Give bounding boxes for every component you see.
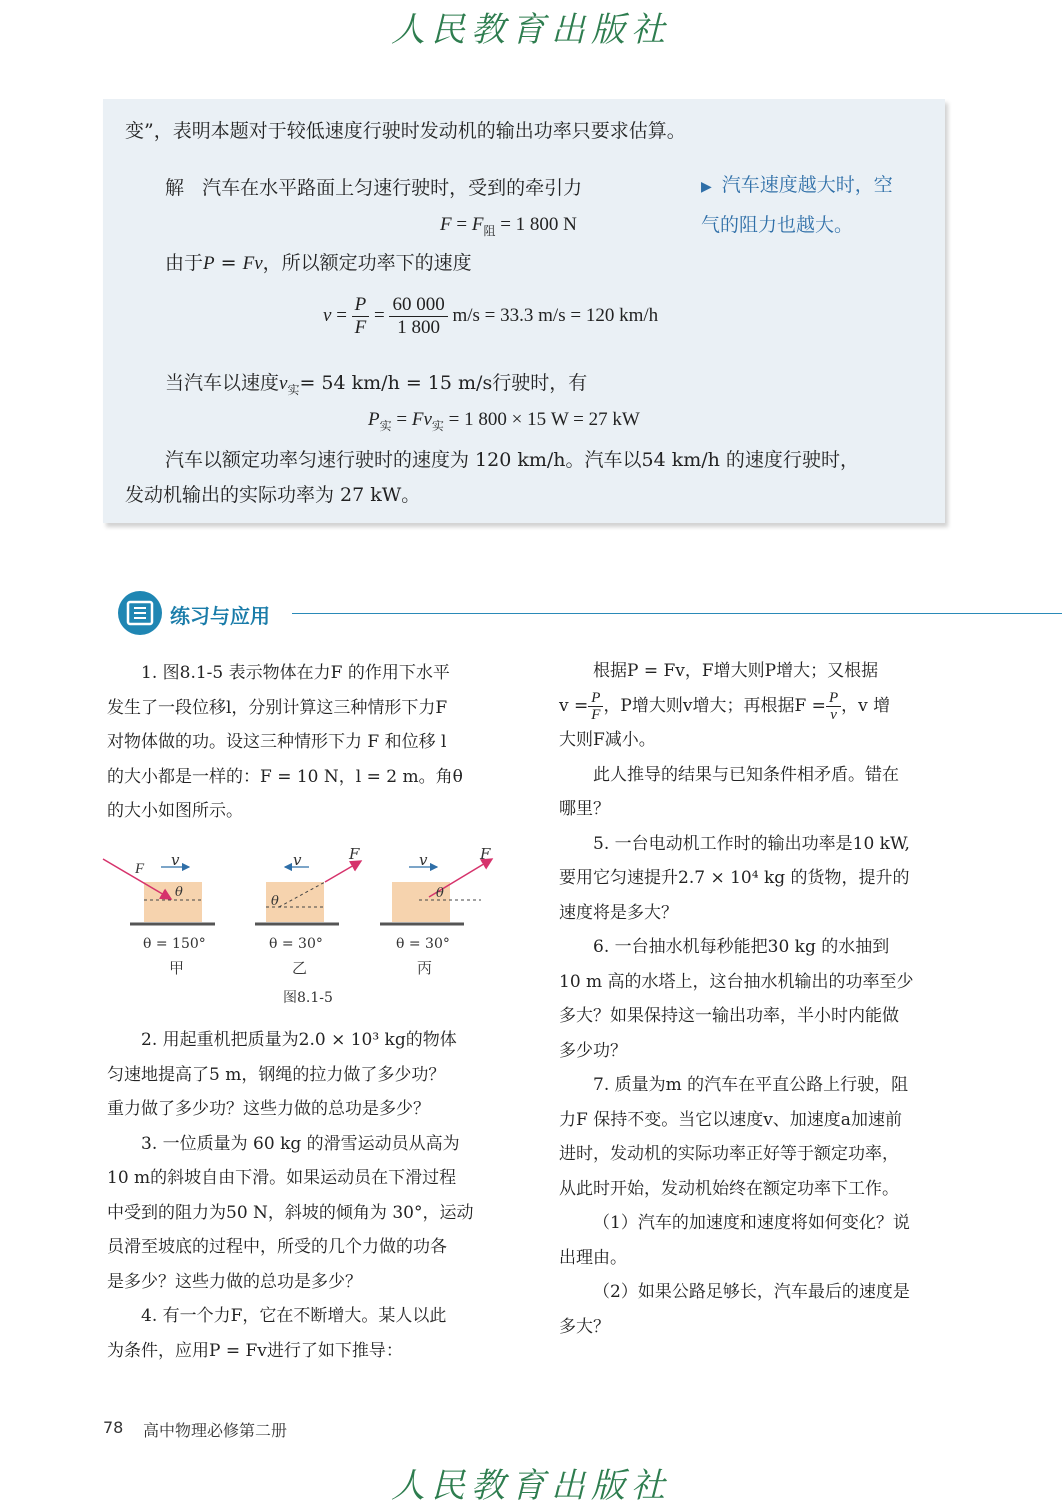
eq2-denominator: 1 800: [397, 317, 440, 338]
q7-sub1-line-1: （1）汽车的加速度和速度将如何变化？说: [593, 1213, 910, 1233]
publisher-logo-top: 人民教育出版社: [391, 10, 671, 50]
left-column-q2-q4: [107, 1023, 499, 1368]
since-line: 由于P = Fv，所以额定功率下的速度: [165, 252, 472, 274]
q3-line-2: 10 m的斜坡自由下滑。如果运动员在下滑过程: [107, 1168, 457, 1188]
section-title: 练习与应用: [170, 604, 270, 628]
q4-cont-line-2: v = $\frac{P}{F}$ ，P增大则v增大；再根据F = $\frac{P}{v}$ ，v 增: [559, 689, 891, 723]
q6-line-4: 多少功？: [559, 1040, 627, 1061]
q6-line-2: 10 m 高的水塔上，这台抽水机输出的功率至少: [559, 971, 914, 992]
panel-name-bing: 丙: [417, 959, 433, 977]
fig-label-F-jia: F: [135, 861, 145, 877]
panel-angle-yi: θ = 30°: [269, 936, 323, 952]
q3-line-3: 中受到的阻力为50 N，斜坡的倾角为 30°，运动: [107, 1202, 474, 1223]
q4-cont-line-3: 大则F减小。: [559, 730, 656, 750]
q7-sub2-line-1: （2）如果公路足够长，汽车最后的速度是: [593, 1282, 910, 1302]
fig-label-F-yi: F: [349, 845, 360, 863]
q4-cont-2a: v =: [559, 695, 589, 716]
q5-line-1: 5. 一台电动机工作时的输出功率是10 kW,: [593, 833, 910, 854]
triangle-marker-icon: ▶: [701, 179, 712, 195]
page-number: 78: [103, 1418, 124, 1437]
q7-line-1: 7. 质量为m 的汽车在平直公路上行驶，阻: [593, 1075, 909, 1095]
exercise-book-icon: [118, 591, 162, 635]
when-text-1: 当汽车以速度: [165, 372, 280, 394]
q1-line-5: 的大小如图所示。: [107, 801, 243, 821]
q4-cont-2b: ，P增大则v增大；再根据F =: [603, 695, 826, 716]
q5-line-2: 要用它匀速提升2.7 × 10⁴ kg 的货物，提升的: [559, 868, 910, 888]
left-column-q1: [107, 656, 499, 829]
q3-line-5: 是多少？这些力做的总功是多少？: [107, 1271, 362, 1292]
panel-angle-bing: θ = 30°: [396, 936, 450, 952]
publisher-logo-bottom: 人民教育出版社: [391, 1466, 671, 1506]
example-box: [103, 99, 945, 523]
equation-actual-power: $P_实 = Fv_实 = 1$ 800 × 15 W = 27 kW: [368, 409, 640, 433]
fig-label-v-yi: v: [293, 851, 302, 869]
panel-name-jia: 甲: [169, 959, 185, 977]
q2-line-3: 重力做了多少功？这些力做的总功是多少？: [107, 1099, 430, 1119]
book-title: 高中物理必修第二册: [143, 1421, 288, 1440]
q7-sub1-line-2: 出理由。: [559, 1247, 627, 1268]
figure-8-1-5: [99, 845, 499, 1010]
fig-label-theta-bing: θ: [436, 886, 444, 901]
side-note-line-1: 汽车速度越大时，空: [721, 174, 893, 196]
when-line: 当汽车以速度$v_实= 54$ km/h = 15 m/s行驶时，有: [165, 372, 588, 397]
when-text-2: = 54 km/h = 15 m/s行驶时，有: [299, 372, 588, 394]
q7-line-2: 力F 保持不变。当它以速度v、加速度a加速前: [559, 1109, 902, 1130]
section-divider: [292, 613, 1062, 614]
eq1-value: = 1 800 N: [500, 214, 577, 235]
example-intro-line: 变”，表明本题对于较低速度行驶时发动机的输出功率只要求估算。: [125, 120, 686, 142]
q5-line-3: 速度将是多大？: [559, 902, 678, 923]
panel-name-yi: 乙: [292, 959, 308, 977]
q4-line-1: 4. 有一个力F，它在不断增大。某人以此: [141, 1306, 447, 1326]
q7-line-4: 从此时开始，发动机始终在额定功率下工作。: [559, 1178, 899, 1199]
conclusion-line-1: 汽车以额定功率匀速行驶时的速度为 120 km/h。汽车以54 km/h 的速度行驶时，: [165, 449, 859, 471]
eq3-result: = 1 800 × 15 W = 27 kW: [448, 409, 640, 430]
q4-cont-line-4: 此人推导的结果与已知条件相矛盾。错在: [593, 764, 899, 785]
eq2-numerator: 60 000: [389, 294, 447, 317]
side-note: [701, 166, 893, 244]
q4-cont-2c: ，v 增: [841, 695, 891, 716]
fig-label-F-bing: F: [480, 845, 491, 863]
solution-line-1: [165, 176, 582, 200]
q1-line-4: 的大小都是一样的：F = 10 N，l = 2 m。角θ: [107, 766, 463, 787]
q7-sub2-line-2: 多大？: [559, 1316, 610, 1337]
q4-cont-line-1: 根据P = Fv，F增大则P增大；又根据: [593, 661, 879, 681]
since-text-2: ，所以额定功率下的速度: [262, 252, 472, 274]
q6-line-1: 6. 一台抽水机每秒能把30 kg 的水抽到: [593, 937, 890, 957]
fig-label-v-bing: v: [419, 851, 428, 869]
fig-label-theta-jia: θ: [175, 885, 183, 900]
q4-cont-line-5: 哪里？: [559, 799, 610, 819]
eq2-result: m/s = 33.3 m/s = 120 km/h: [452, 304, 659, 326]
equation-rated-speed: v = $\frac{P}{F}$ = $\frac{60 000}{1 800}$ m/s = 33.3 m/s = 120 km/h: [323, 294, 659, 338]
figure-panel-jia: [103, 859, 215, 924]
solution-label: 解: [165, 177, 185, 199]
figure-caption: 图8.1-5: [283, 990, 333, 1006]
q3-line-4: 员滑至坡底的过程中，所受的几个力做的功各: [107, 1237, 447, 1257]
panel-angle-jia: θ = 150°: [143, 936, 206, 952]
since-text-1: 由于: [165, 252, 204, 274]
fig-label-theta-yi: θ: [271, 894, 279, 909]
q1-line-2: 发生了一段位移l，分别计算这三种情形下力F: [107, 697, 448, 718]
q6-line-3: 多大？如果保持这一输出功率，半小时内能做: [559, 1006, 899, 1026]
conclusion-line-2: 发动机输出的实际功率为 27 kW。: [125, 484, 421, 506]
q2-line-2: 匀速地提高了5 m，钢绳的拉力做了多少功？: [107, 1064, 446, 1085]
fig-label-v-jia: v: [171, 851, 180, 869]
equation-traction-force: $F = F_阻 = 1$ 800 N: [440, 214, 577, 238]
q1-line-1: 1. 图8.1-5 表示物体在力F 的作用下水平: [141, 663, 450, 683]
side-note-line-2: 气的阻力也越大。: [701, 214, 854, 236]
solution-text-1: 汽车在水平路面上匀速行驶时，受到的牵引力: [202, 177, 583, 199]
q1-line-3: 对物体做的功。设这三种情形下力 F 和位移 l: [107, 732, 447, 752]
right-column: [559, 654, 951, 1344]
q7-line-3: 进时，发动机的实际功率正好等于额定功率，: [559, 1144, 899, 1164]
figure-panel-yi: [255, 861, 361, 924]
q4-line-2: 为条件，应用P = Fv进行了如下推导：: [107, 1340, 403, 1361]
q2-line-1: 2. 用起重机把质量为2.0 × 10³ kg的物体: [141, 1030, 457, 1050]
q3-line-1: 3. 一位质量为 60 kg 的滑雪运动员从高为: [141, 1133, 460, 1154]
